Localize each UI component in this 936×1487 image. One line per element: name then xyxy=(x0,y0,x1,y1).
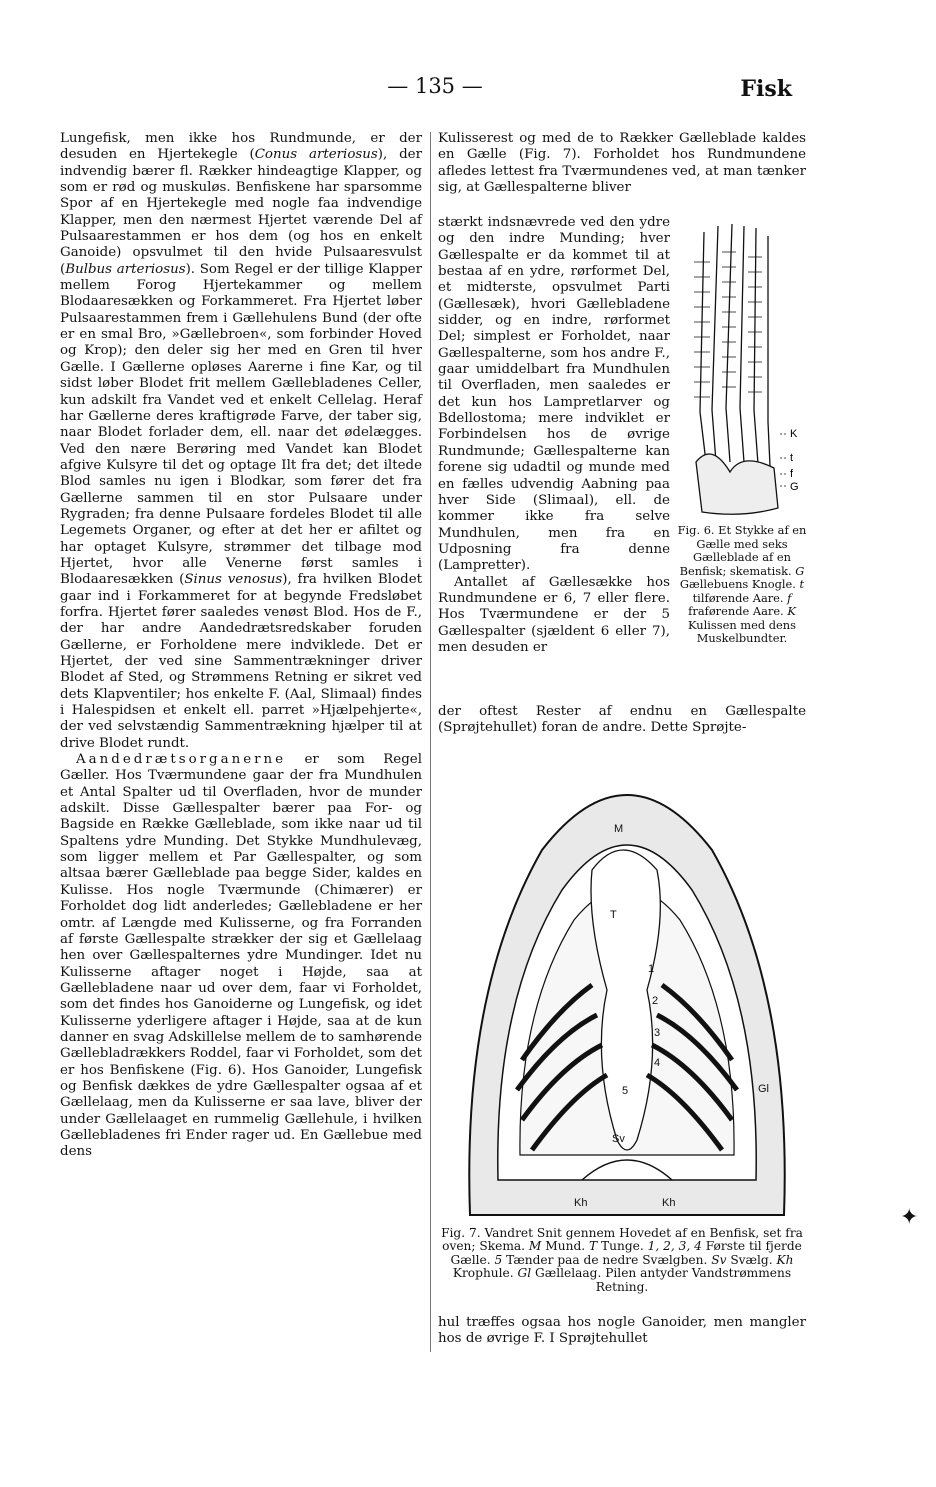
fig6-gill-illustration xyxy=(682,222,806,522)
caption-text: Tænder paa de nedre Svælgben. xyxy=(502,1252,712,1267)
caption-text: Mund. xyxy=(541,1239,590,1254)
right-column-top xyxy=(438,131,806,196)
caption-text: Første til fjerde Gælle. xyxy=(450,1239,802,1267)
paragraph: der oftest Rester af endnu en Gællespalte (Sprøjtehullet) foran de andre. Dette Sprøjte- xyxy=(438,704,806,736)
caption-text: Fig. 6. Et Stykke af en Gælle med seks Gælleblade af en Benfisk; skematisk. xyxy=(677,523,807,578)
term-italic: Bulbus arteriosus xyxy=(65,261,186,277)
fig7-caption xyxy=(438,1227,806,1294)
fig7-label-1: 1 xyxy=(648,963,655,975)
running-title: Fisk xyxy=(740,76,792,102)
caption-text: Svælg. xyxy=(726,1252,777,1267)
legend-key: t xyxy=(799,577,805,591)
page-number: — 135 — xyxy=(387,74,483,98)
legend-key: G xyxy=(795,563,805,578)
right-column-bottom xyxy=(438,1315,806,1348)
fig7-head-section-illustration xyxy=(462,760,792,1225)
legend-text: Kulissen med dens Muskelbundter. xyxy=(688,617,796,645)
fig7-label-Gl: Gl xyxy=(758,1083,769,1095)
caption-text: Gællelaag. Pilen antyder Vandstrømmens Retning. xyxy=(531,1266,792,1294)
right-column-wrap xyxy=(438,215,670,656)
paragraph-circulation xyxy=(60,131,422,752)
left-column xyxy=(60,131,422,1161)
fig7-label-T: T xyxy=(610,909,617,921)
fig7-label-Sv: Sv xyxy=(612,1133,625,1145)
paragraph: Kulisserest og med de to Rækker Gælleblade kaldes en Gælle (Fig. 7). Forholdet hos Rundmundene afledes lettest fra Tværmundenes ved, at man tænker sig, at Gællespalterne bliver xyxy=(438,131,806,196)
term-italic: Sinus venosus xyxy=(184,572,283,588)
text-run: er som Regel Gæller. Hos Tværmundene gaar der fra Mundhulen et Antal Spalter ud til Overfladen, hvor de munder adskilt. Disse Gællespalter bærer paa For- og Bagside en Række Gælleblade, som ikke naar ud til Spaltens ydre Munding. Det Stykke Mundhulevæg, som ligger mellem et Par Gællespalter, og som altsaa bærer Gælleblade paa begge Sider, kaldes en Kulisse. Hos nogle Tværmunde (Chimærer) er Forholdet dog lidt anderledes; Gællebladene er her omtr. af Længde med Kulisserne, og fra Forranden af første Gællespalte strækker der sig et Gællelaag hen over Gællespalternes ydre Mundinger. Idet nu Kulisserne aftager noget i Højde, saa at Gællebladene naar ud over dem, faar vi Forholdet, som det findes hos Ganoiderne og Lungefisk, og idet Kulisserne yderligere aftager i Højde, saa at de kun danner en svag Adskillelse mellem de to samhørende Gællebladrækkers Roddel, faar vi Forholdet, som det er hos Benfiskene (Fig. 6). Hos Ganoider, Lungefisk og Benfisk dækkes de ydre Gællespalter ogsaa af et Gællelaag, men da Kulisserne er saa lave, bliver der under Gællelaaget en rummelig Gællehule, i hvilken Gællebladenes fri Ender rager ud. En Gællebue med dens xyxy=(60,752,422,1160)
fig7-label-2: 2 xyxy=(652,995,659,1007)
paragraph: Antallet af Gællesække hos Rundmundene er 6, 7 eller flere. Hos Tværmundene er der 5 Gællespalter (sjældent 6 eller 7), men desuden er xyxy=(438,574,670,655)
fig6-label-G: G xyxy=(790,481,799,493)
paragraph: stærkt indsnævrede ved den ydre og den indre Munding; hver Gællespalte er da kommet til at bestaa af en ydre, rørformet Del, et midterste, opsvulmet Parti (Gællesæk), hvori Gællebladene sidder, og en indre, rørformet Del; simplest er Forholdet, naar Gællespalterne, som hos andre F., gaar umiddelbart fra Mundhulen til Overfladen, men saaledes er det kun hos Lampretlarver og Bdellostoma; mere indviklet er Forbindelsen hos de øvrige Rundmunde; Gællespalterne kan forene sig udadtil og munde med en fælles udvendig Aabning paa hver Side (Slimaal), ell. de kommer ikke fra selve Mundhulen, men fra en Udposning fra denne (Lampretter). xyxy=(438,215,670,574)
legend-key: f xyxy=(787,590,792,605)
legend-key: T xyxy=(589,1239,598,1254)
legend-text: Gællebuens Knogle. xyxy=(679,577,800,591)
fig7-label-3: 3 xyxy=(654,1027,661,1039)
fig7-label-M: M xyxy=(614,823,624,835)
legend-text: fraførende Aare. xyxy=(688,604,788,618)
text-run: Lungefisk, men ikke hos Rundmunde, er der desuden en Hjertekegle ( xyxy=(60,131,422,163)
text-run: ). Som Regel er der tillige Klapper mellem Forog Hjertekammer og mellem Blodaaresækken og Forkammeret. Fra Hjertet løber Pulsaarestammen frem i Gællehulens Bund (der ofte er en smal Bro, »Gællebroen«, som forbinder Hoved og Krop); den deler sig her med en Gren til hver Gælle. I Gællerne opløses Aarerne i fine Kar, og til sidst løber Blodet frit mellem Gællebladenes Celler, kun adskilt fra Vandet ved et enkelt Cellelag. Heraf har Gællerne deres kraftigrøde Farve, der taber sig, naar Blodet forlader dem, ell. naar det ødelægges. Ved den nære Berøring med Vandet kan Blodet afgive Kulsyre til det og optage Ilt fra det; det iltede Blod samles nu igen i Blodkar, som fører det fra Gællerne sammen til en stor Pulsaare under Rygraden; fra denne Pulsaare fordeles Blodet til alle Legemets Organer, og efter at det her er afiltet og har optaget Kulsyre, strømmer det tilbage mod Hjertet, hvor alle Venerne først samles i Blodaaresækken ( xyxy=(60,261,422,588)
fig7-label-4: 4 xyxy=(654,1057,661,1069)
legend-key: 5 xyxy=(494,1252,503,1267)
caption-text: Krophule. xyxy=(452,1266,518,1281)
paragraph-respiration xyxy=(60,752,422,1161)
fig7-label-Kh-right: Kh xyxy=(662,1197,676,1209)
legend-key: M xyxy=(528,1239,542,1254)
legend-key: Gl xyxy=(517,1266,532,1281)
fig6-caption xyxy=(676,524,808,646)
text-run: ), fra hvilken Blodet gaar ind i Forkammeret for at begynde Fredsløbet forfra. Hjertet fører saaledes venøst Blod. Hos de F., der har andre Aandedrætsredskaber foruden Gællerne, er Forholdene mere indviklede. Det er Hjertet, der ved sine Sammentrækninger driver Blodet af Sted, og Strømmens Retning er sikret ved dets Klapventiler; hos enkelte F. (Aal, Slimaal) findes i Halespidsen et enkelt ell. parret »Hjælpehjerte«, der ved selvstændig Sammentrækning hjælper til at drive Blodet rundt. xyxy=(60,572,422,751)
legend-key: 1, 2, 3, 4 xyxy=(647,1239,702,1254)
legend-key: K xyxy=(787,604,796,618)
legend-text: tilførende Aare. xyxy=(692,590,788,605)
scan-mark-icon: ✦ xyxy=(900,1205,919,1230)
text-run: ), der indvendig bærer fl. Rækker hindeagtige Klapper, og som er rød og muskuløs. Benfiskene har sparsomme Spor af en Hjertekegle med nogle faa indvendige Klapper, men den nærmest Hjertet værende Del af Pulsaarestammen er hos dem (og hos en enkelt Ganoide) opsvulmet til den hvide Pulsaaresvulst ( xyxy=(60,147,422,277)
legend-key: Sv xyxy=(711,1252,727,1267)
caption-text: Fig. 7. Vandret Snit gennem Hovedet af en Benfisk, set fra oven; Skema. xyxy=(441,1226,803,1254)
fig6-label-t: t xyxy=(790,452,794,464)
fig7-label-5: 5 xyxy=(622,1085,629,1097)
term-italic: Conus arteriosus xyxy=(254,147,378,163)
paragraph: hul træffes ogsaa hos nogle Ganoider, men mangler hos de øvrige F. I Sprøjtehullet xyxy=(438,1315,806,1347)
fig7-label-Kh-left: Kh xyxy=(574,1197,588,1209)
right-column-after-fig6 xyxy=(438,704,806,737)
legend-key: Kh xyxy=(776,1252,794,1267)
spaced-heading: Aandedrætsorganerne xyxy=(76,752,287,768)
fig6-label-f: f xyxy=(790,468,794,480)
caption-text: Tunge. xyxy=(597,1239,648,1254)
column-divider xyxy=(430,132,431,1352)
fig6-label-K: K xyxy=(790,428,798,440)
